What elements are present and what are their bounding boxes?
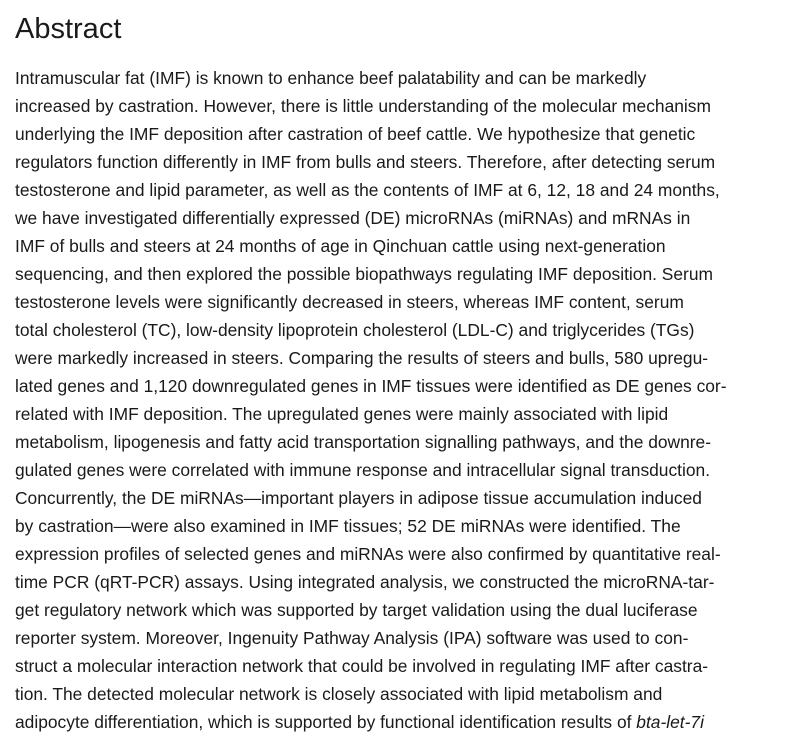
text-line: metabolism, lipogenesis and fatty acid transportation signalling pathways, and the downre- — [15, 432, 712, 452]
text-line: get regulatory network which was supported by target validation using the dual luciferase — [15, 600, 698, 620]
text-line: expression profiles of selected genes and miRNAs were also confirmed by quantitative real- — [15, 544, 721, 564]
text-line: reporter system. Moreover, Ingenuity Pathway Analysis (IPA) software was used to con- — [15, 628, 689, 648]
text-line: related with IMF deposition. The upregulated genes were mainly associated with lipid — [15, 404, 669, 424]
text-line: increased by castration. However, there is little understanding of the molecular mechanism — [15, 96, 711, 116]
text-line: gulated genes were correlated with immune response and intracellular signal transduction. — [15, 460, 711, 480]
text-line: total cholesterol (TC), low-density lipoprotein cholesterol (LDL-C) and triglycerides (TGs) — [15, 320, 695, 340]
text-line: regulators function differently in IMF from bulls and steers. Therefore, after detecting serum — [15, 152, 716, 172]
gene-name-italic: bta-let-7i — [636, 712, 704, 732]
text-line-last — [15, 708, 785, 736]
text-line: we have investigated differentially expressed (DE) microRNAs (miRNAs) and mRNAs in — [15, 208, 691, 228]
text-line: testosterone levels were significantly decreased in steers, whereas IMF content, serum — [15, 292, 684, 312]
text-line: by castration—were also examined in IMF tissues; 52 DE miRNAs were identified. The — [15, 516, 681, 536]
text-line: Concurrently, the DE miRNAs—important players in adipose tissue accumulation induced — [15, 488, 702, 508]
abstract-paragraph — [15, 64, 785, 736]
text-line: testosterone and lipid parameter, as well as the contents of IMF at 6, 12, 18 and 24 months, — [15, 180, 720, 200]
text-line: struct a molecular interaction network that could be involved in regulating IMF after castra- — [15, 656, 709, 676]
text-line: Intramuscular fat (IMF) is known to enhance beef palatability and can be markedly — [15, 68, 647, 88]
text-line: sequencing, and then explored the possible biopathways regulating IMF deposition. Serum — [15, 264, 713, 284]
text-line: were markedly increased in steers. Comparing the results of steers and bulls, 580 upregu- — [15, 348, 709, 368]
text-line: tion. The detected molecular network is closely associated with lipid metabolism and — [15, 684, 663, 704]
text-line: IMF of bulls and steers at 24 months of age in Qinchuan cattle using next-generation — [15, 236, 666, 256]
text-line: lated genes and 1,120 downregulated genes in IMF tissues were identified as DE genes cor- — [15, 376, 727, 396]
last-line-text: adipocyte differentiation, which is supported by functional identification results of — [15, 712, 637, 732]
section-heading: Abstract — [15, 13, 122, 45]
text-line: time PCR (qRT-PCR) assays. Using integrated analysis, we constructed the microRNA-tar- — [15, 572, 715, 592]
text-line: underlying the IMF deposition after castration of beef cattle. We hypothesize that genetic — [15, 124, 696, 144]
